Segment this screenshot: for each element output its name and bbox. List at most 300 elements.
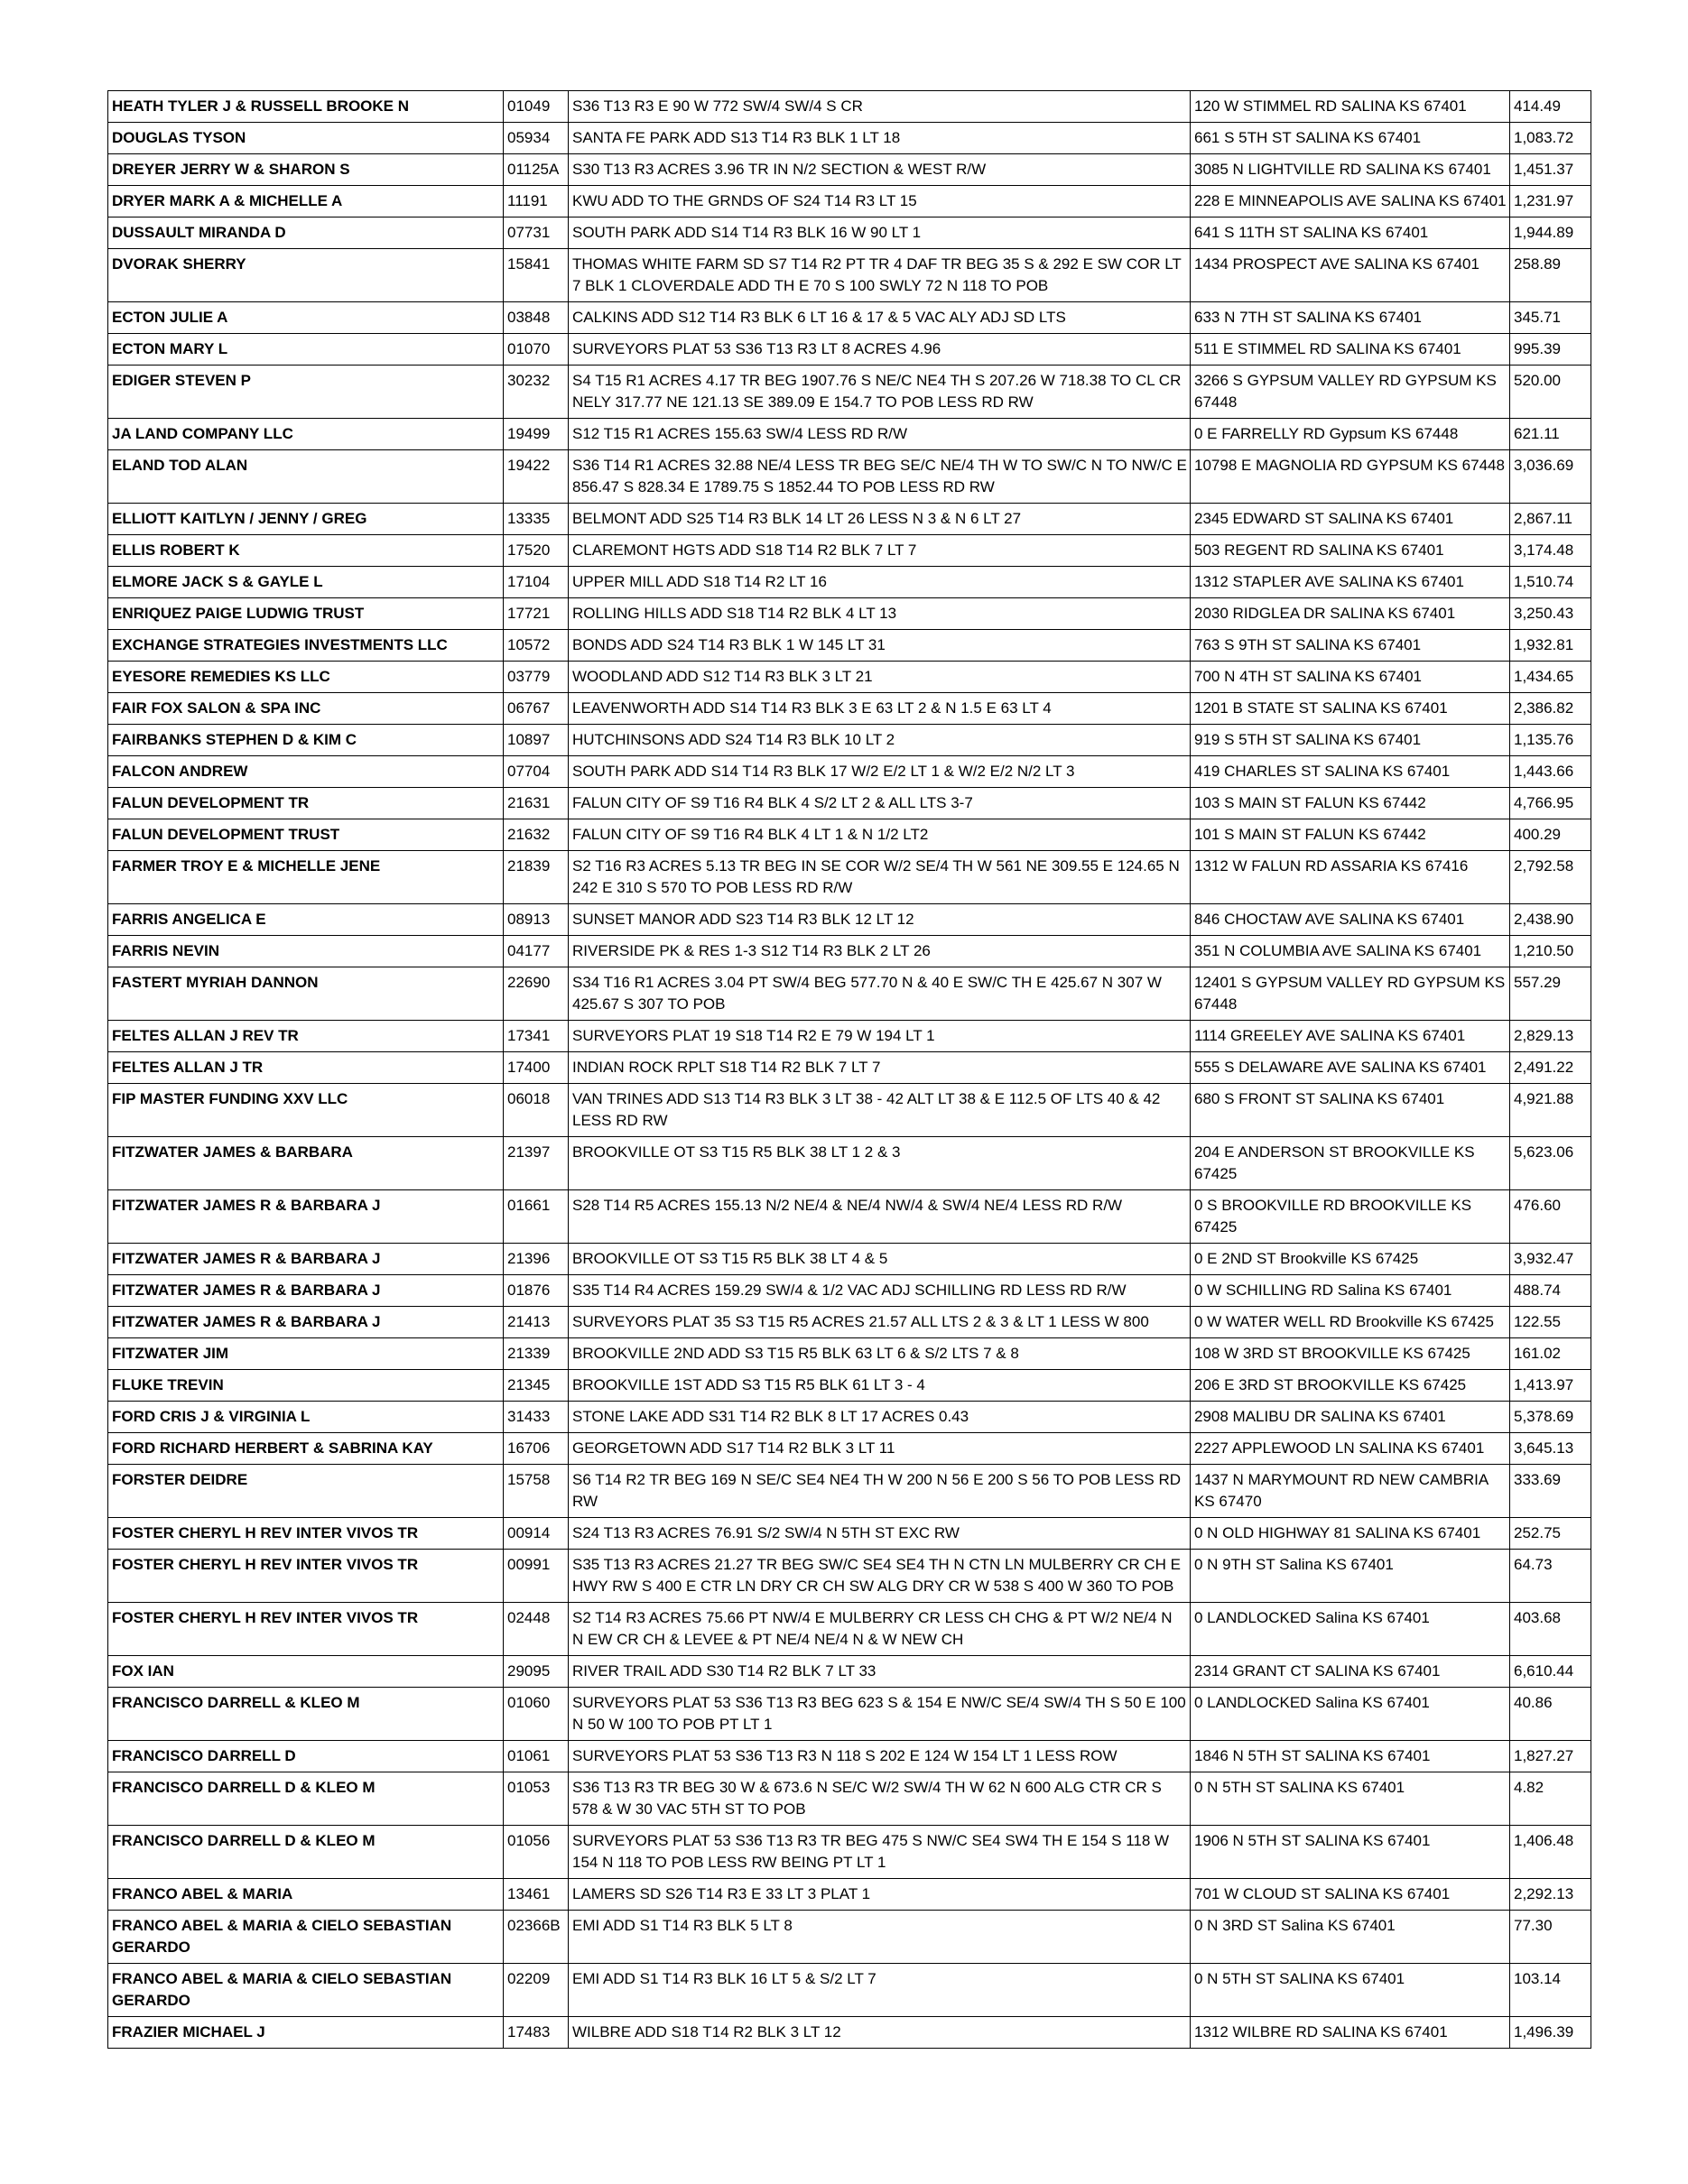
owner-name-cell: ELLIOTT KAITLYN / JENNY / GREG [108,504,504,535]
tax-amount-cell: 258.89 [1510,249,1591,302]
parcel-id-cell: 01061 [504,1741,569,1772]
parcel-id-cell: 07731 [504,217,569,249]
owner-name-cell: JA LAND COMPANY LLC [108,419,504,450]
tax-amount-cell: 557.29 [1510,967,1591,1021]
tax-amount-cell: 103.14 [1510,1964,1591,2017]
legal-description-cell: EMI ADD S1 T14 R3 BLK 5 LT 8 [569,1911,1191,1964]
property-address-cell: 2908 MALIBU DR SALINA KS 67401 [1191,1402,1510,1433]
table-row [108,1772,1591,1826]
property-address-cell: 1312 WILBRE RD SALINA KS 67401 [1191,2017,1510,2049]
table-row [108,1603,1591,1656]
table-row [108,91,1591,123]
parcel-id-cell: 02209 [504,1964,569,2017]
legal-description-cell: CLAREMONT HGTS ADD S18 T14 R2 BLK 7 LT 7 [569,535,1191,567]
parcel-id-cell: 13461 [504,1879,569,1911]
table-row [108,819,1591,851]
legal-description-cell: S12 T15 R1 ACRES 155.63 SW/4 LESS RD R/W [569,419,1191,450]
table-row [108,1688,1591,1741]
owner-name-cell: FOSTER CHERYL H REV INTER VIVOS TR [108,1550,504,1603]
legal-description-cell: SURVEYORS PLAT 35 S3 T15 R5 ACRES 21.57 ALL LTS 2 & 3 & LT 1 LESS W 800 [569,1307,1191,1338]
owner-name-cell: FOSTER CHERYL H REV INTER VIVOS TR [108,1518,504,1550]
legal-description-cell: S30 T13 R3 ACRES 3.96 TR IN N/2 SECTION & WEST R/W [569,154,1191,186]
legal-description-cell: FALUN CITY OF S9 T16 R4 BLK 4 LT 1 & N 1/2 LT2 [569,819,1191,851]
property-address-cell: 641 S 11TH ST SALINA KS 67401 [1191,217,1510,249]
owner-name-cell: DVORAK SHERRY [108,249,504,302]
property-address-cell: 0 W WATER WELL RD Brookville KS 67425 [1191,1307,1510,1338]
legal-description-cell: VAN TRINES ADD S13 T14 R3 BLK 3 LT 38 - 42 ALT LT 38 & E 112.5 OF LTS 40 & 42 LESS RD RW [569,1084,1191,1137]
owner-name-cell: FRANCISCO DARRELL D & KLEO M [108,1772,504,1826]
table-row [108,1433,1591,1465]
legal-description-cell: BROOKVILLE OT S3 T15 R5 BLK 38 LT 1 2 & 3 [569,1137,1191,1190]
tax-amount-cell: 1,231.97 [1510,186,1591,217]
parcel-id-cell: 17341 [504,1021,569,1052]
legal-description-cell: INDIAN ROCK RPLT S18 T14 R2 BLK 7 LT 7 [569,1052,1191,1084]
tax-amount-cell: 40.86 [1510,1688,1591,1741]
owner-name-cell: FITZWATER JIM [108,1338,504,1370]
tax-amount-cell: 1,083.72 [1510,123,1591,154]
owner-name-cell: DOUGLAS TYSON [108,123,504,154]
owner-name-cell: FRANCO ABEL & MARIA & CIELO SEBASTIAN GERARDO [108,1911,504,1964]
delinquent-tax-table [107,90,1591,2049]
parcel-id-cell: 13335 [504,504,569,535]
legal-description-cell: SURVEYORS PLAT 53 S36 T13 R3 TR BEG 475 S NW/C SE4 SW4 TH E 154 S 118 W 154 N 118 TO POB LESS RW BEING PT LT 1 [569,1826,1191,1879]
parcel-id-cell: 00914 [504,1518,569,1550]
owner-name-cell: FITZWATER JAMES R & BARBARA J [108,1275,504,1307]
tax-amount-cell: 621.11 [1510,419,1591,450]
parcel-id-cell: 06018 [504,1084,569,1137]
tax-amount-cell: 400.29 [1510,819,1591,851]
owner-name-cell: EDIGER STEVEN P [108,366,504,419]
owner-name-cell: FAIRBANKS STEPHEN D & KIM C [108,725,504,756]
parcel-id-cell: 03779 [504,662,569,693]
table-body [108,91,1591,2049]
tax-amount-cell: 2,386.82 [1510,693,1591,725]
table-row [108,1338,1591,1370]
property-address-cell: 204 E ANDERSON ST BROOKVILLE KS 67425 [1191,1137,1510,1190]
property-address-cell: 351 N COLUMBIA AVE SALINA KS 67401 [1191,936,1510,967]
table-row [108,334,1591,366]
table-row [108,693,1591,725]
legal-description-cell: SOUTH PARK ADD S14 T14 R3 BLK 17 W/2 E/2 LT 1 & W/2 E/2 N/2 LT 3 [569,756,1191,788]
property-address-cell: 419 CHARLES ST SALINA KS 67401 [1191,756,1510,788]
owner-name-cell: ELMORE JACK S & GAYLE L [108,567,504,598]
tax-amount-cell: 161.02 [1510,1338,1591,1370]
owner-name-cell: DREYER JERRY W & SHARON S [108,154,504,186]
parcel-id-cell: 21631 [504,788,569,819]
table-row [108,217,1591,249]
table-row [108,725,1591,756]
tax-amount-cell: 1,496.39 [1510,2017,1591,2049]
property-address-cell: 511 E STIMMEL RD SALINA KS 67401 [1191,334,1510,366]
owner-name-cell: FRANCISCO DARRELL D [108,1741,504,1772]
parcel-id-cell: 21396 [504,1244,569,1275]
legal-description-cell: CALKINS ADD S12 T14 R3 BLK 6 LT 16 & 17 & 5 VAC ALY ADJ SD LTS [569,302,1191,334]
legal-description-cell: WILBRE ADD S18 T14 R2 BLK 3 LT 12 [569,2017,1191,2049]
property-address-cell: 0 LANDLOCKED Salina KS 67401 [1191,1603,1510,1656]
parcel-id-cell: 10572 [504,630,569,662]
owner-name-cell: ENRIQUEZ PAIGE LUDWIG TRUST [108,598,504,630]
tax-amount-cell: 1,443.66 [1510,756,1591,788]
tax-amount-cell: 403.68 [1510,1603,1591,1656]
owner-name-cell: ECTON MARY L [108,334,504,366]
legal-description-cell: BELMONT ADD S25 T14 R3 BLK 14 LT 26 LESS N 3 & N 6 LT 27 [569,504,1191,535]
tax-amount-cell: 2,867.11 [1510,504,1591,535]
tax-amount-cell: 5,378.69 [1510,1402,1591,1433]
tax-amount-cell: 5,623.06 [1510,1137,1591,1190]
tax-amount-cell: 3,932.47 [1510,1244,1591,1275]
owner-name-cell: FRANCO ABEL & MARIA & CIELO SEBASTIAN GERARDO [108,1964,504,2017]
tax-amount-cell: 3,645.13 [1510,1433,1591,1465]
parcel-id-cell: 19422 [504,450,569,504]
owner-name-cell: HEATH TYLER J & RUSSELL BROOKE N [108,91,504,123]
property-address-cell: 1906 N 5TH ST SALINA KS 67401 [1191,1826,1510,1879]
property-address-cell: 0 S BROOKVILLE RD BROOKVILLE KS 67425 [1191,1190,1510,1244]
parcel-id-cell: 06767 [504,693,569,725]
owner-name-cell: ECTON JULIE A [108,302,504,334]
owner-name-cell: FALUN DEVELOPMENT TR [108,788,504,819]
tax-amount-cell: 1,932.81 [1510,630,1591,662]
legal-description-cell: BROOKVILLE 2ND ADD S3 T15 R5 BLK 63 LT 6 & S/2 LTS 7 & 8 [569,1338,1191,1370]
owner-name-cell: FITZWATER JAMES & BARBARA [108,1137,504,1190]
property-address-cell: 206 E 3RD ST BROOKVILLE KS 67425 [1191,1370,1510,1402]
table-row [108,249,1591,302]
table-row [108,598,1591,630]
property-address-cell: 1437 N MARYMOUNT RD NEW CAMBRIA KS 67470 [1191,1465,1510,1518]
table-row [108,1084,1591,1137]
legal-description-cell: UPPER MILL ADD S18 T14 R2 LT 16 [569,567,1191,598]
legal-description-cell: S24 T13 R3 ACRES 76.91 S/2 SW/4 N 5TH ST EXC RW [569,1518,1191,1550]
tax-amount-cell: 3,174.48 [1510,535,1591,567]
parcel-id-cell: 01053 [504,1772,569,1826]
table-row [108,1911,1591,1964]
property-address-cell: 680 S FRONT ST SALINA KS 67401 [1191,1084,1510,1137]
owner-name-cell: FARRIS NEVIN [108,936,504,967]
property-address-cell: 3085 N LIGHTVILLE RD SALINA KS 67401 [1191,154,1510,186]
legal-description-cell: SANTA FE PARK ADD S13 T14 R3 BLK 1 LT 18 [569,123,1191,154]
tax-amount-cell: 122.55 [1510,1307,1591,1338]
owner-name-cell: FELTES ALLAN J REV TR [108,1021,504,1052]
parcel-id-cell: 17483 [504,2017,569,2049]
parcel-id-cell: 08913 [504,904,569,936]
property-address-cell: 3266 S GYPSUM VALLEY RD GYPSUM KS 67448 [1191,366,1510,419]
parcel-id-cell: 29095 [504,1656,569,1688]
table-row [108,1370,1591,1402]
parcel-id-cell: 05934 [504,123,569,154]
parcel-id-cell: 15841 [504,249,569,302]
property-address-cell: 1201 B STATE ST SALINA KS 67401 [1191,693,1510,725]
table-row [108,1518,1591,1550]
legal-description-cell: GEORGETOWN ADD S17 T14 R2 BLK 3 LT 11 [569,1433,1191,1465]
parcel-id-cell: 01125A [504,154,569,186]
owner-name-cell: ELAND TOD ALAN [108,450,504,504]
parcel-id-cell: 19499 [504,419,569,450]
property-address-cell: 103 S MAIN ST FALUN KS 67442 [1191,788,1510,819]
tax-amount-cell: 1,210.50 [1510,936,1591,967]
property-address-cell: 0 E 2ND ST Brookville KS 67425 [1191,1244,1510,1275]
table-row [108,756,1591,788]
legal-description-cell: S2 T14 R3 ACRES 75.66 PT NW/4 E MULBERRY CR LESS CH CHG & PT W/2 NE/4 N N EW CR CH & LEVEE & PT NE/4 NE/4 N & W NEW CH [569,1603,1191,1656]
parcel-id-cell: 01876 [504,1275,569,1307]
tax-amount-cell: 3,036.69 [1510,450,1591,504]
legal-description-cell: S36 T13 R3 TR BEG 30 W & 673.6 N SE/C W/2 SW/4 TH W 62 N 600 ALG CTR CR S 578 & W 30 VAC 5TH ST TO POB [569,1772,1191,1826]
legal-description-cell: LEAVENWORTH ADD S14 T14 R3 BLK 3 E 63 LT 2 & N 1.5 E 63 LT 4 [569,693,1191,725]
property-address-cell: 2227 APPLEWOOD LN SALINA KS 67401 [1191,1433,1510,1465]
legal-description-cell: SURVEYORS PLAT 53 S36 T13 R3 LT 8 ACRES 4.96 [569,334,1191,366]
owner-name-cell: EXCHANGE STRATEGIES INVESTMENTS LLC [108,630,504,662]
table-row [108,1244,1591,1275]
parcel-id-cell: 21339 [504,1338,569,1370]
owner-name-cell: FAIR FOX SALON & SPA INC [108,693,504,725]
property-address-cell: 1434 PROSPECT AVE SALINA KS 67401 [1191,249,1510,302]
table-row [108,154,1591,186]
property-address-cell: 1312 STAPLER AVE SALINA KS 67401 [1191,567,1510,598]
property-address-cell: 0 N 9TH ST Salina KS 67401 [1191,1550,1510,1603]
parcel-id-cell: 31433 [504,1402,569,1433]
table-row [108,567,1591,598]
parcel-id-cell: 21397 [504,1137,569,1190]
owner-name-cell: FALUN DEVELOPMENT TRUST [108,819,504,851]
tax-amount-cell: 3,250.43 [1510,598,1591,630]
property-address-cell: 701 W CLOUD ST SALINA KS 67401 [1191,1879,1510,1911]
table-row [108,936,1591,967]
parcel-id-cell: 22690 [504,967,569,1021]
tax-amount-cell: 333.69 [1510,1465,1591,1518]
property-address-cell: 0 N 3RD ST Salina KS 67401 [1191,1911,1510,1964]
tax-amount-cell: 2,491.22 [1510,1052,1591,1084]
parcel-id-cell: 04177 [504,936,569,967]
parcel-id-cell: 02366B [504,1911,569,1964]
table-row [108,788,1591,819]
property-address-cell: 503 REGENT RD SALINA KS 67401 [1191,535,1510,567]
table-row [108,1052,1591,1084]
property-address-cell: 846 CHOCTAW AVE SALINA KS 67401 [1191,904,1510,936]
owner-name-cell: FIP MASTER FUNDING XXV LLC [108,1084,504,1137]
tax-amount-cell: 1,413.97 [1510,1370,1591,1402]
table-row [108,186,1591,217]
tax-amount-cell: 6,610.44 [1510,1656,1591,1688]
tax-amount-cell: 414.49 [1510,91,1591,123]
table-row [108,1402,1591,1433]
property-address-cell: 0 N 5TH ST SALINA KS 67401 [1191,1772,1510,1826]
tax-amount-cell: 488.74 [1510,1275,1591,1307]
owner-name-cell: FOX IAN [108,1656,504,1688]
legal-description-cell: RIVERSIDE PK & RES 1-3 S12 T14 R3 BLK 2 LT 26 [569,936,1191,967]
legal-description-cell: RIVER TRAIL ADD S30 T14 R2 BLK 7 LT 33 [569,1656,1191,1688]
table-row [108,904,1591,936]
property-address-cell: 661 S 5TH ST SALINA KS 67401 [1191,123,1510,154]
legal-description-cell: BROOKVILLE OT S3 T15 R5 BLK 38 LT 4 & 5 [569,1244,1191,1275]
table-row [108,1190,1591,1244]
tax-amount-cell: 4.82 [1510,1772,1591,1826]
owner-name-cell: DUSSAULT MIRANDA D [108,217,504,249]
legal-description-cell: SUNSET MANOR ADD S23 T14 R3 BLK 12 LT 12 [569,904,1191,936]
legal-description-cell: SURVEYORS PLAT 53 S36 T13 R3 N 118 S 202 E 124 W 154 LT 1 LESS ROW [569,1741,1191,1772]
legal-description-cell: SOUTH PARK ADD S14 T14 R3 BLK 16 W 90 LT 1 [569,217,1191,249]
owner-name-cell: EYESORE REMEDIES KS LLC [108,662,504,693]
table-row [108,1964,1591,2017]
tax-amount-cell: 2,792.58 [1510,851,1591,904]
tax-amount-cell: 345.71 [1510,302,1591,334]
property-address-cell: 0 E FARRELLY RD Gypsum KS 67448 [1191,419,1510,450]
table-row [108,1550,1591,1603]
property-address-cell: 633 N 7TH ST SALINA KS 67401 [1191,302,1510,334]
legal-description-cell: LAMERS SD S26 T14 R3 E 33 LT 3 PLAT 1 [569,1879,1191,1911]
property-address-cell: 763 S 9TH ST SALINA KS 67401 [1191,630,1510,662]
table-row [108,1826,1591,1879]
tax-amount-cell: 1,434.65 [1510,662,1591,693]
legal-description-cell: S6 T14 R2 TR BEG 169 N SE/C SE4 NE4 TH W 200 N 56 E 200 S 56 TO POB LESS RD RW [569,1465,1191,1518]
owner-name-cell: DRYER MARK A & MICHELLE A [108,186,504,217]
tax-amount-cell: 476.60 [1510,1190,1591,1244]
tax-amount-cell: 2,292.13 [1510,1879,1591,1911]
owner-name-cell: FASTERT MYRIAH DANNON [108,967,504,1021]
owner-name-cell: FITZWATER JAMES R & BARBARA J [108,1190,504,1244]
owner-name-cell: FLUKE TREVIN [108,1370,504,1402]
tax-amount-cell: 4,921.88 [1510,1084,1591,1137]
table-row [108,123,1591,154]
parcel-id-cell: 01056 [504,1826,569,1879]
tax-amount-cell: 64.73 [1510,1550,1591,1603]
table-row [108,366,1591,419]
owner-name-cell: FELTES ALLAN J TR [108,1052,504,1084]
owner-name-cell: FORSTER DEIDRE [108,1465,504,1518]
property-address-cell: 700 N 4TH ST SALINA KS 67401 [1191,662,1510,693]
owner-name-cell: FORD RICHARD HERBERT & SABRINA KAY [108,1433,504,1465]
table-row [108,1021,1591,1052]
legal-description-cell: S36 T13 R3 E 90 W 772 SW/4 SW/4 S CR [569,91,1191,123]
legal-description-cell: EMI ADD S1 T14 R3 BLK 16 LT 5 & S/2 LT 7 [569,1964,1191,2017]
table-row [108,630,1591,662]
table-row [108,662,1591,693]
parcel-id-cell: 00991 [504,1550,569,1603]
property-address-cell: 10798 E MAGNOLIA RD GYPSUM KS 67448 [1191,450,1510,504]
parcel-id-cell: 21345 [504,1370,569,1402]
property-address-cell: 555 S DELAWARE AVE SALINA KS 67401 [1191,1052,1510,1084]
tax-amount-cell: 1,944.89 [1510,217,1591,249]
parcel-id-cell: 15758 [504,1465,569,1518]
table-row [108,450,1591,504]
table-row [108,504,1591,535]
legal-description-cell: S2 T16 R3 ACRES 5.13 TR BEG IN SE COR W/2 SE/4 TH W 561 NE 309.55 E 124.65 N 242 E 310 S 570 TO POB LESS RD R/W [569,851,1191,904]
property-address-cell: 2314 GRANT CT SALINA KS 67401 [1191,1656,1510,1688]
property-address-cell: 120 W STIMMEL RD SALINA KS 67401 [1191,91,1510,123]
parcel-id-cell: 01661 [504,1190,569,1244]
property-address-cell: 1312 W FALUN RD ASSARIA KS 67416 [1191,851,1510,904]
owner-name-cell: ELLIS ROBERT K [108,535,504,567]
parcel-id-cell: 01060 [504,1688,569,1741]
legal-description-cell: HUTCHINSONS ADD S24 T14 R3 BLK 10 LT 2 [569,725,1191,756]
tax-amount-cell: 520.00 [1510,366,1591,419]
tax-amount-cell: 2,438.90 [1510,904,1591,936]
tax-amount-cell: 77.30 [1510,1911,1591,1964]
parcel-id-cell: 11191 [504,186,569,217]
tax-amount-cell: 252.75 [1510,1518,1591,1550]
property-address-cell: 2030 RIDGLEA DR SALINA KS 67401 [1191,598,1510,630]
owner-name-cell: FALCON ANDREW [108,756,504,788]
table-row [108,967,1591,1021]
legal-description-cell: BROOKVILLE 1ST ADD S3 T15 R5 BLK 61 LT 3 - 4 [569,1370,1191,1402]
owner-name-cell: FITZWATER JAMES R & BARBARA J [108,1307,504,1338]
table-row [108,1137,1591,1190]
owner-name-cell: FARMER TROY E & MICHELLE JENE [108,851,504,904]
tax-amount-cell: 4,766.95 [1510,788,1591,819]
parcel-id-cell: 21413 [504,1307,569,1338]
table-row [108,535,1591,567]
parcel-id-cell: 01049 [504,91,569,123]
property-address-cell: 0 N 5TH ST SALINA KS 67401 [1191,1964,1510,2017]
parcel-id-cell: 17520 [504,535,569,567]
owner-name-cell: FRANCISCO DARRELL & KLEO M [108,1688,504,1741]
owner-name-cell: FRANCISCO DARRELL D & KLEO M [108,1826,504,1879]
property-address-cell: 1114 GREELEY AVE SALINA KS 67401 [1191,1021,1510,1052]
legal-description-cell: S35 T14 R4 ACRES 159.29 SW/4 & 1/2 VAC ADJ SCHILLING RD LESS RD R/W [569,1275,1191,1307]
parcel-id-cell: 17721 [504,598,569,630]
legal-description-cell: KWU ADD TO THE GRNDS OF S24 T14 R3 LT 15 [569,186,1191,217]
parcel-id-cell: 03848 [504,302,569,334]
legal-description-cell: S28 T14 R5 ACRES 155.13 N/2 NE/4 & NE/4 NW/4 & SW/4 NE/4 LESS RD R/W [569,1190,1191,1244]
legal-description-cell: SURVEYORS PLAT 19 S18 T14 R2 E 79 W 194 LT 1 [569,1021,1191,1052]
legal-description-cell: STONE LAKE ADD S31 T14 R2 BLK 8 LT 17 ACRES 0.43 [569,1402,1191,1433]
legal-description-cell: BONDS ADD S24 T14 R3 BLK 1 W 145 LT 31 [569,630,1191,662]
parcel-id-cell: 21632 [504,819,569,851]
property-address-cell: 12401 S GYPSUM VALLEY RD GYPSUM KS 67448 [1191,967,1510,1021]
legal-description-cell: FALUN CITY OF S9 T16 R4 BLK 4 S/2 LT 2 & ALL LTS 3-7 [569,788,1191,819]
legal-description-cell: THOMAS WHITE FARM SD S7 T14 R2 PT TR 4 DAF TR BEG 35 S & 292 E SW COR LT 7 BLK 1 CLOVERDALE ADD TH E 70 S 100 SWLY 72 N 118 TO POB [569,249,1191,302]
property-address-cell: 0 N OLD HIGHWAY 81 SALINA KS 67401 [1191,1518,1510,1550]
table-row [108,1465,1591,1518]
property-address-cell: 1846 N 5TH ST SALINA KS 67401 [1191,1741,1510,1772]
legal-description-cell: S36 T14 R1 ACRES 32.88 NE/4 LESS TR BEG SE/C NE/4 TH W TO SW/C N TO NW/C E 856.47 S 828.34 E 1789.75 S 1852.44 TO POB LESS RD RW [569,450,1191,504]
parcel-id-cell: 07704 [504,756,569,788]
owner-name-cell: FRANCO ABEL & MARIA [108,1879,504,1911]
legal-description-cell: WOODLAND ADD S12 T14 R3 BLK 3 LT 21 [569,662,1191,693]
table-row [108,1741,1591,1772]
parcel-id-cell: 30232 [504,366,569,419]
parcel-id-cell: 10897 [504,725,569,756]
tax-amount-cell: 1,510.74 [1510,567,1591,598]
table-row [108,1307,1591,1338]
table-row [108,2017,1591,2049]
property-address-cell: 101 S MAIN ST FALUN KS 67442 [1191,819,1510,851]
owner-name-cell: FORD CRIS J & VIRGINIA L [108,1402,504,1433]
legal-description-cell: ROLLING HILLS ADD S18 T14 R2 BLK 4 LT 13 [569,598,1191,630]
property-address-cell: 0 LANDLOCKED Salina KS 67401 [1191,1688,1510,1741]
parcel-id-cell: 01070 [504,334,569,366]
tax-amount-cell: 2,829.13 [1510,1021,1591,1052]
tax-amount-cell: 995.39 [1510,334,1591,366]
legal-description-cell: S34 T16 R1 ACRES 3.04 PT SW/4 BEG 577.70 N & 40 E SW/C TH E 425.67 N 307 W 425.67 S 307 TO POB [569,967,1191,1021]
owner-name-cell: FARRIS ANGELICA E [108,904,504,936]
table-row [108,851,1591,904]
owner-name-cell: FOSTER CHERYL H REV INTER VIVOS TR [108,1603,504,1656]
tax-amount-cell: 1,135.76 [1510,725,1591,756]
property-address-cell: 2345 EDWARD ST SALINA KS 67401 [1191,504,1510,535]
parcel-id-cell: 02448 [504,1603,569,1656]
tax-amount-cell: 1,406.48 [1510,1826,1591,1879]
table-row [108,419,1591,450]
table-row [108,1275,1591,1307]
table-row [108,302,1591,334]
tax-amount-cell: 1,451.37 [1510,154,1591,186]
table-row [108,1656,1591,1688]
parcel-id-cell: 16706 [504,1433,569,1465]
property-address-cell: 0 W SCHILLING RD Salina KS 67401 [1191,1275,1510,1307]
legal-description-cell: SURVEYORS PLAT 53 S36 T13 R3 BEG 623 S & 154 E NW/C SE/4 SW/4 TH S 50 E 100 N 50 W 100 TO POB PT LT 1 [569,1688,1191,1741]
owner-name-cell: FITZWATER JAMES R & BARBARA J [108,1244,504,1275]
legal-description-cell: S4 T15 R1 ACRES 4.17 TR BEG 1907.76 S NE/C NE4 TH S 207.26 W 718.38 TO CL CR NELY 317.77 NE 121.13 SE 389.09 E 154.7 TO POB LESS RD RW [569,366,1191,419]
parcel-id-cell: 21839 [504,851,569,904]
property-address-cell: 228 E MINNEAPOLIS AVE SALINA KS 67401 [1191,186,1510,217]
